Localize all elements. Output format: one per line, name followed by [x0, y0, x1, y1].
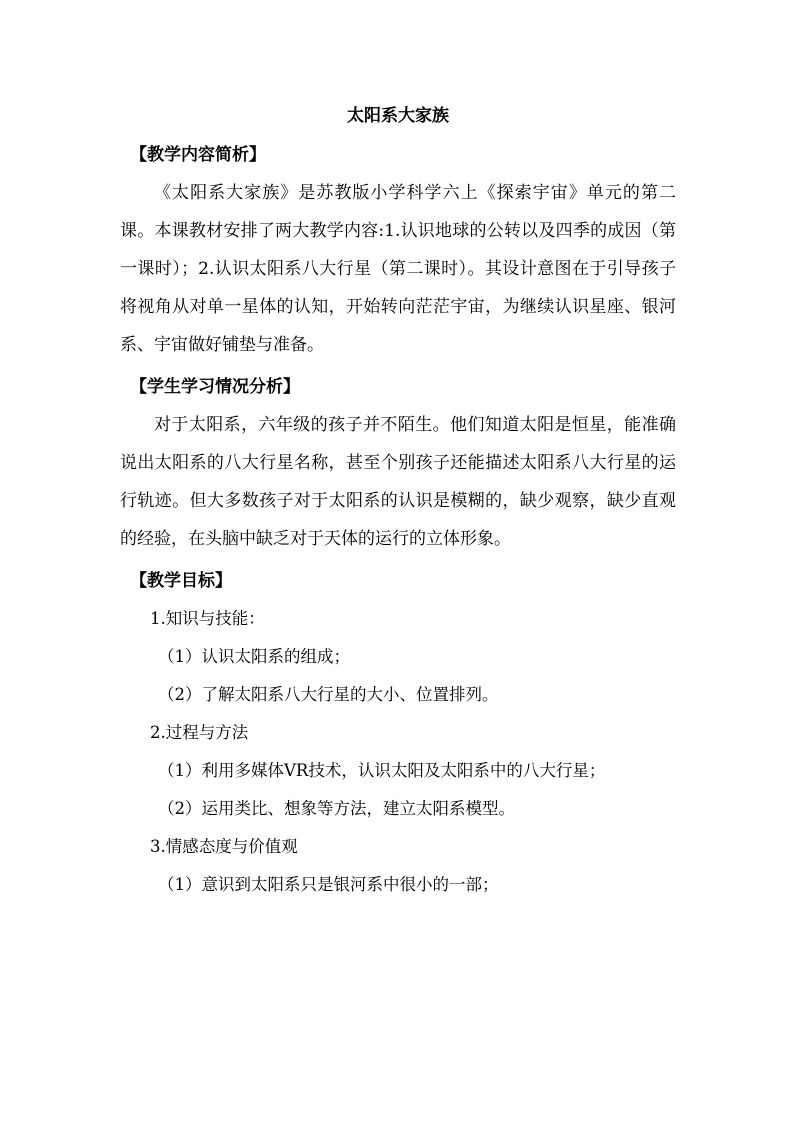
section-paragraph: 《太阳系大家族》是苏教版小学科学六上《探索宇宙》单元的第二课。本课教材安排了两大教学内容:1.认识地球的公转以及四季的成因（第一课时）；2.认识太阳系八大行星（第二课时）。其设计意图在于引导孩子将视角从对单一星体的认知，开始转向茫茫宇宙，为继续认识星座、银河系、宇宙做好铺垫与准备。 [120, 183, 676, 355]
objective-item: （2）运用类比、想象等方法，建立太阳系模型。 [158, 799, 515, 818]
section-content-analysis [120, 136, 676, 364]
objective-item: （2）了解太阳系八大行星的大小、位置排列。 [158, 685, 499, 704]
objective-item: （1）认识太阳系的组成； [158, 647, 350, 666]
section-heading: 【教学内容简析】 [130, 145, 266, 165]
objective-label: 3.情感态度与价值观 [150, 837, 298, 856]
objective-label: 2.过程与方法 [150, 723, 249, 742]
section-heading: 【学生学习情况分析】 [130, 377, 300, 397]
section-paragraph: 对于太阳系，六年级的孩子并不陌生。他们知道太阳是恒星，能准确说出太阳系的八大行星名称，甚至个别孩子还能描述太阳系八大行星的运行轨迹。但大多数孩子对于太阳系的认识是模糊的，缺少观察，缺少直观的经验，在头脑中缺乏对于天体的运行的立体形象。 [120, 415, 676, 549]
objective-item: （1）意识到太阳系只是银河系中很小的一部； [158, 875, 499, 894]
section-teaching-objectives [120, 562, 676, 904]
objective-label: 1.知识与技能： [150, 609, 265, 628]
section-student-analysis [120, 368, 676, 558]
objective-item: （1）利用多媒体VR技术，认识太阳及太阳系中的八大行星； [158, 761, 606, 780]
document-page [120, 96, 676, 904]
document-title: 太阳系大家族 [347, 106, 449, 126]
section-heading: 【教学目标】 [130, 571, 232, 591]
